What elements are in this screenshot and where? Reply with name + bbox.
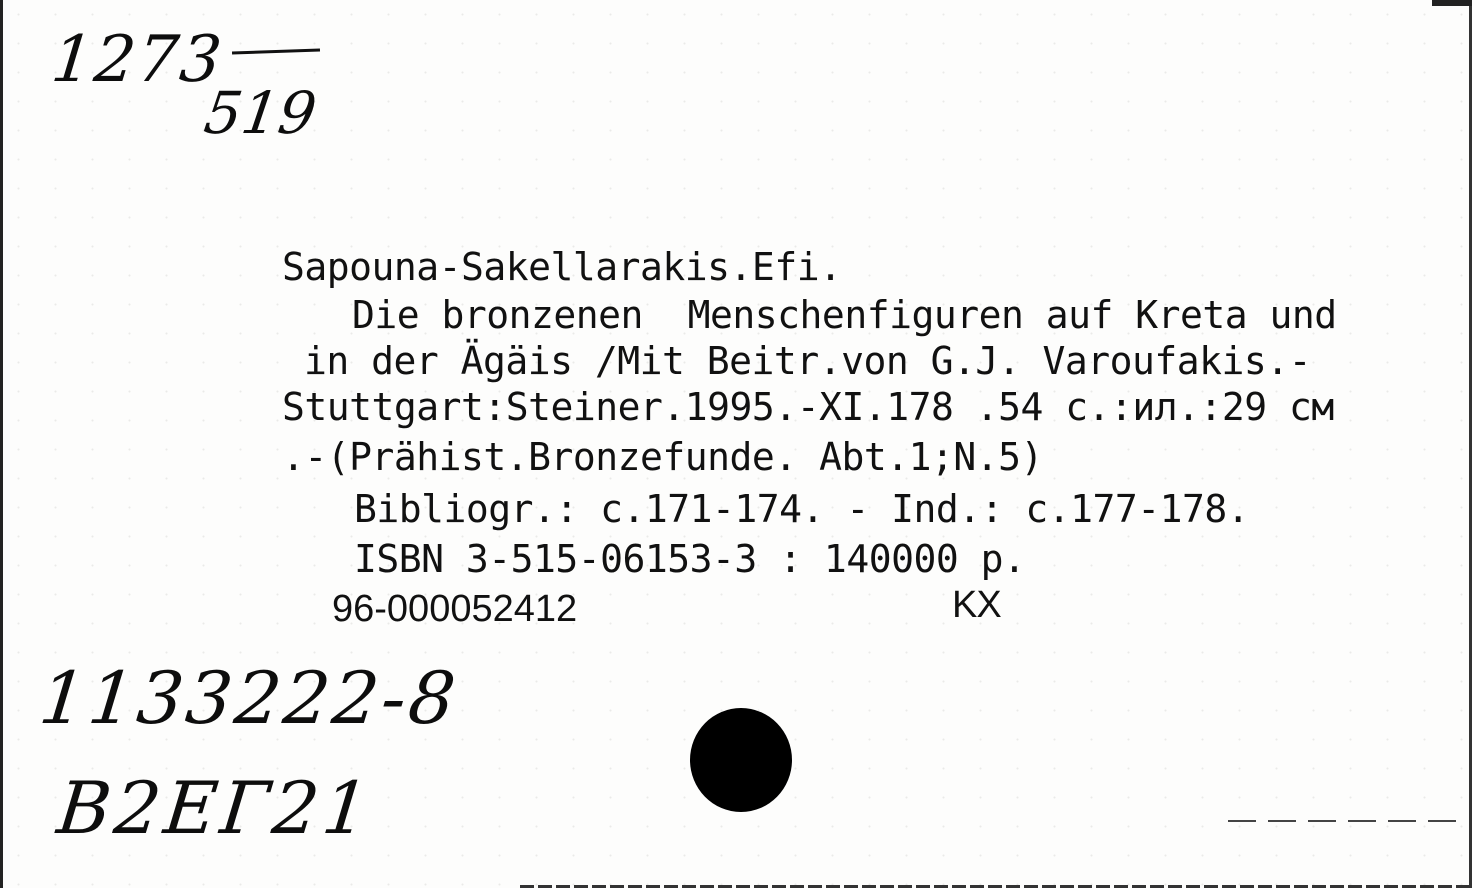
fraction-bar xyxy=(232,48,320,54)
handwritten-shelf-number: 1133222-8 xyxy=(35,656,463,740)
isbn-line: ISBN 3-515-06153-3 : 140000 p. xyxy=(354,537,1026,581)
card-top-right-edge xyxy=(1432,0,1472,6)
handwritten-top-number: 1273 xyxy=(48,23,227,97)
dashed-line xyxy=(1228,820,1460,822)
record-code: KX xyxy=(952,584,1001,626)
handwritten-class-code: B2ЕГ21 xyxy=(53,766,377,850)
title-line-2: in der Ägäis /Mit Beitr.von G.J. Varoufakis.- xyxy=(304,339,1312,383)
bibliography-note: Bibliogr.: c.171-174. - Ind.: c.177-178. xyxy=(354,487,1250,531)
imprint-line: Stuttgart:Steiner.1995.-XI.178 .54 c.:ил.:29 см xyxy=(282,385,1334,429)
punch-hole xyxy=(690,708,792,812)
card-left-edge xyxy=(0,0,3,888)
series-line: .-(Prähist.Bronzefunde. Abt.1;N.5) xyxy=(282,435,1043,479)
record-number: 96-000052412 xyxy=(332,588,578,630)
title-line-1: Die bronzenen Menschenfiguren auf Kreta und xyxy=(352,293,1337,337)
handwritten-top-fraction: 519 xyxy=(200,79,321,147)
author-line: Sapouna-Sakellarakis.Efi. xyxy=(282,245,842,289)
